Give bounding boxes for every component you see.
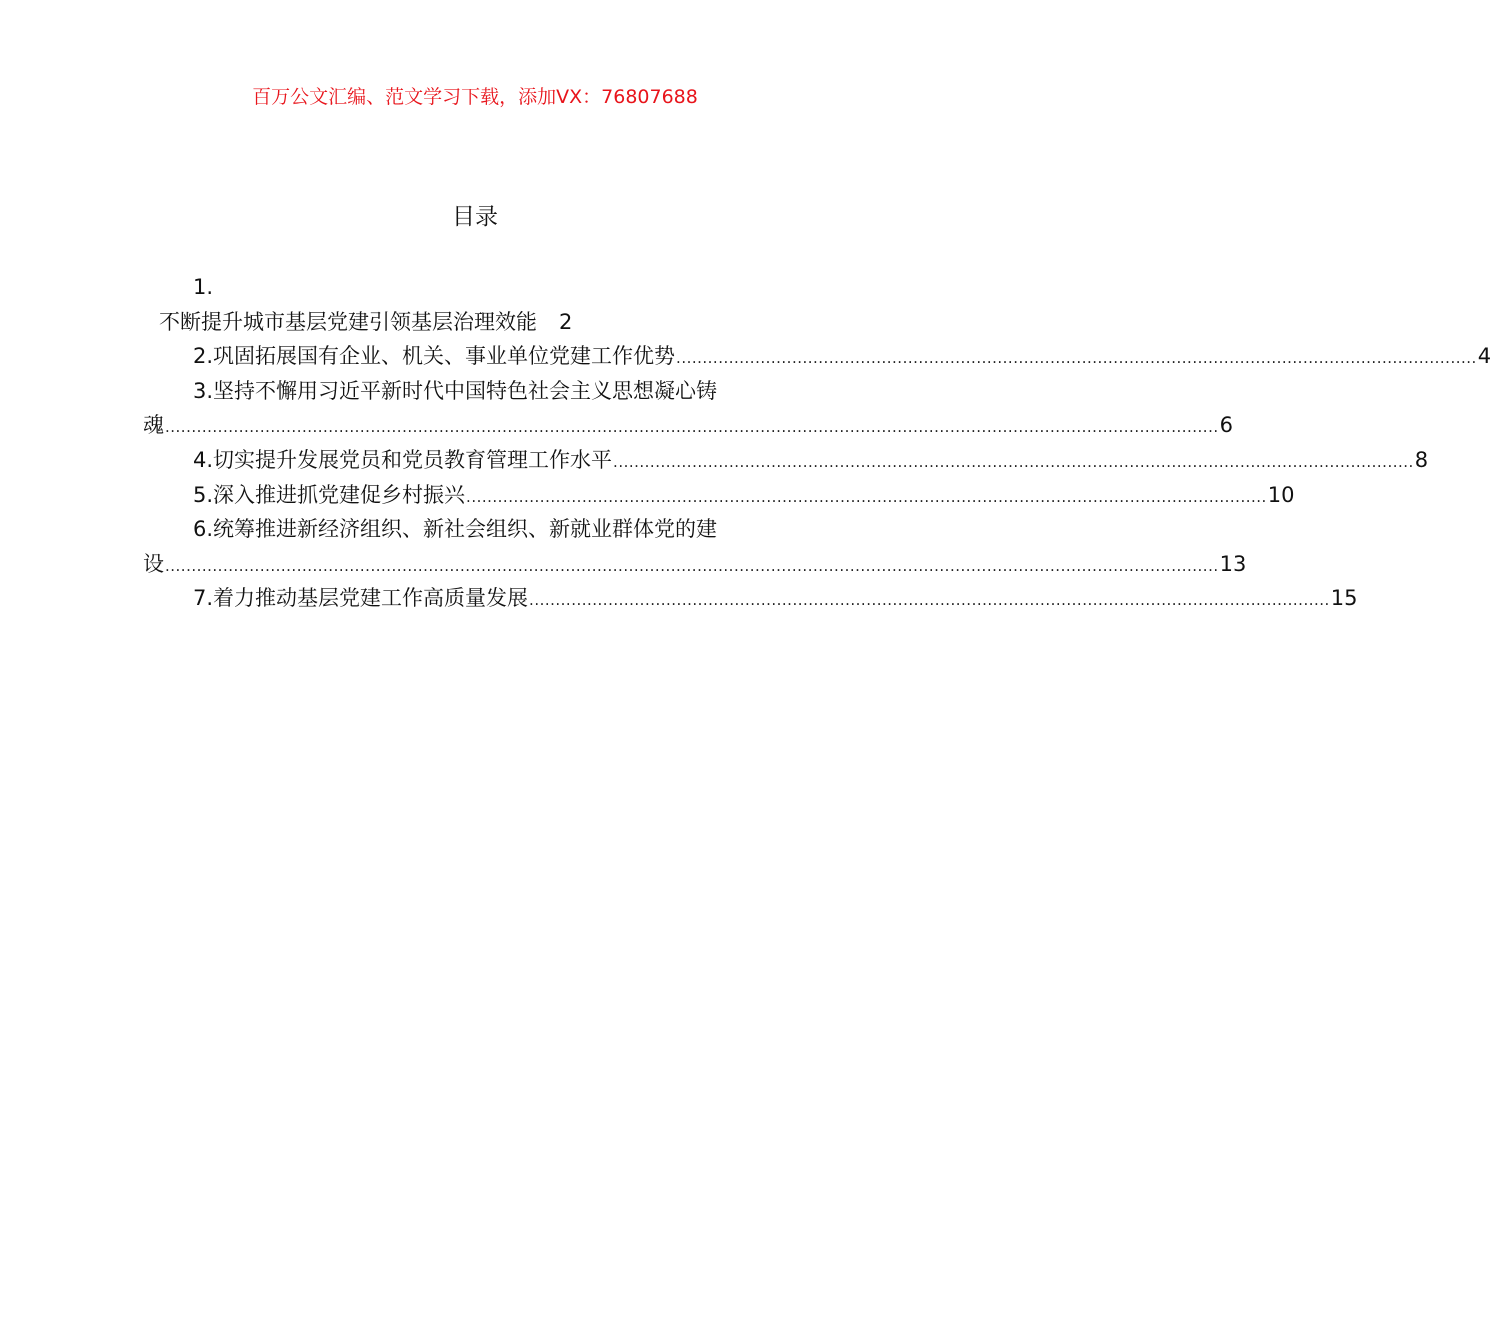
toc-item-4[interactable] — [143, 443, 1429, 478]
toc-leader-dots: ........................................................................................................................................................................................................ — [165, 418, 1219, 437]
toc-item-2-title[interactable]: 2.巩固拓展国有企业、机关、事业单位党建工作优势 — [193, 344, 676, 369]
toc-item-1-page: 2 — [559, 309, 573, 334]
toc-item-4-page: 8 — [1414, 447, 1429, 472]
toc-item-3-line-2[interactable] — [143, 408, 1233, 443]
toc-item-5-page: 10 — [1267, 482, 1295, 507]
toc-item-1-number[interactable]: 1. — [193, 275, 214, 299]
toc-item-1[interactable] — [143, 305, 805, 340]
toc-leader-dots: ........................................................................................................................................................ — [613, 452, 1414, 471]
table-of-contents — [143, 270, 1491, 616]
toc-item-7-page: 15 — [1330, 586, 1358, 611]
header-watermark-text: 百万公文汇编、范文学习下载，添加VX：76807688 — [252, 86, 698, 108]
toc-leader-dots: ........................................................................................................................................................ — [466, 487, 1267, 506]
toc-item-3-page: 6 — [1219, 413, 1233, 438]
toc-item-3-title-line-2[interactable]: 魂 — [143, 413, 164, 438]
toc-item-2-page: 4 — [1477, 344, 1491, 369]
toc-leader-dots: ........................................................................................................................................................................................................ — [165, 556, 1219, 575]
toc-item-1-title[interactable]: 不断提升城市基层党建引领基层治理效能 — [159, 309, 537, 334]
toc-item-5[interactable] — [143, 478, 1295, 513]
toc-leader-dots: ........................................................................................................................................................ — [529, 591, 1330, 610]
toc-item-6-page: 13 — [1219, 551, 1247, 576]
toc-item-6-title-line-2[interactable]: 设 — [143, 551, 164, 576]
toc-item-7-title[interactable]: 7.着力推动基层党建工作高质量发展 — [193, 586, 529, 611]
toc-item-6-line-1[interactable] — [143, 512, 805, 547]
toc-item-1-number-line — [143, 270, 805, 305]
toc-item-3-line-1[interactable] — [143, 374, 805, 409]
toc-item-5-title[interactable]: 5.深入推进抓党建促乡村振兴 — [193, 482, 466, 507]
toc-item-6-line-2[interactable] — [143, 547, 1247, 582]
toc-item-4-title[interactable]: 4.切实提升发展党员和党员教育管理工作水平 — [193, 447, 613, 472]
page-title: 目录 — [452, 204, 498, 230]
toc-item-2[interactable] — [143, 339, 1491, 374]
toc-item-7[interactable] — [143, 581, 1358, 616]
toc-item-6-title-line-1[interactable]: 6.统筹推进新经济组织、新社会组织、新就业群体党的建 — [193, 517, 718, 542]
toc-item-3-title-line-1[interactable]: 3.坚持不懈用习近平新时代中国特色社会主义思想凝心铸 — [193, 378, 718, 403]
toc-leader-dots: ........................................................................................................................................................ — [676, 349, 1477, 368]
